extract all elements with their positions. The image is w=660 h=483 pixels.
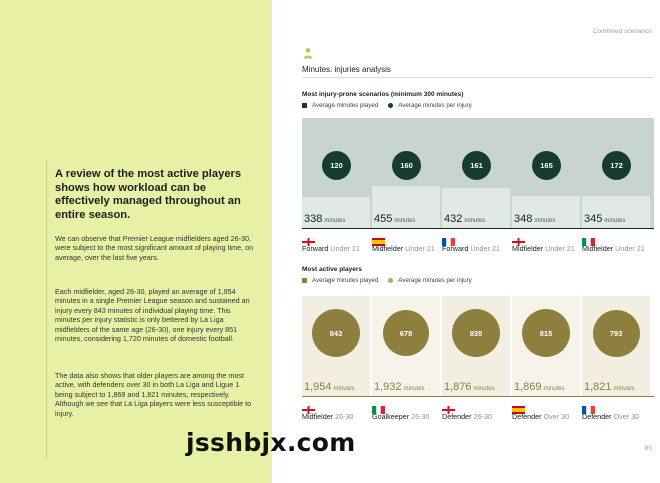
flag-italy-icon — [582, 233, 595, 241]
flag-france-icon — [442, 233, 455, 241]
chart1-injury-circle: 165 — [532, 151, 561, 180]
most-active-chart — [302, 296, 654, 396]
chart2-category-label: Defender 26-30 — [442, 412, 492, 421]
chart2-injury-circle: 678 — [383, 310, 429, 356]
legend-dot-injury — [388, 278, 393, 283]
minutes-value: 1,932 — [374, 381, 402, 393]
chart2-title: Most active players — [302, 266, 362, 273]
chart2-minutes-label — [514, 381, 565, 393]
chart2-minutes-label — [444, 381, 495, 393]
chart2-injury-circle: 815 — [522, 309, 570, 357]
minutes-unit: minutes — [543, 386, 565, 392]
panel-heading: A review of the most active players shows how workload can be effectively managed throughout an entire season. — [55, 168, 242, 221]
section-title: Minutes: injuries analysis — [302, 65, 391, 74]
chart2-minutes-label — [584, 381, 635, 393]
page-number: 85 — [644, 445, 652, 452]
chart1-injury-circle: 120 — [322, 151, 351, 180]
minutes-value: 348 — [514, 213, 533, 225]
chart1-injury-circle: 160 — [392, 151, 421, 180]
paragraph-1: We can observe that Premier League midfielders aged 26-30, were subject to the most significant amount of playing time, on average, over the last five years. — [55, 234, 254, 262]
chart1-category-label: Midfielder Under 21 — [372, 244, 435, 253]
legend-label-injury: Average minutes per injury — [398, 102, 472, 109]
minutes-value: 338 — [304, 213, 323, 225]
chart2-category-label: Defender Over 30 — [582, 412, 640, 421]
flag-france-icon — [582, 401, 595, 409]
chart2-baseline — [302, 396, 654, 397]
minutes-unit: minutes — [403, 386, 425, 392]
chart1-legend — [302, 102, 472, 109]
flag-england-icon — [442, 401, 455, 409]
chart1-injury-circle: 161 — [462, 151, 491, 180]
minutes-unit: minutes — [394, 218, 416, 224]
chart1-title: Most injury-prone scenarios (minimum 300 minutes) — [302, 91, 464, 98]
chart1-category-label: Midfielder Under 21 — [582, 244, 645, 253]
minutes-value: 345 — [584, 213, 603, 225]
chart2-legend — [302, 277, 472, 284]
chart2-injury-circle: 835 — [452, 309, 500, 357]
chart2-injury-circle: 793 — [593, 310, 640, 357]
injury-prone-chart — [302, 118, 654, 228]
chart1-category-label: Midfielder Under 21 — [512, 244, 575, 253]
chart1-minutes-label — [444, 213, 485, 225]
minutes-unit: minutes — [464, 218, 486, 224]
chart1-category-label: Forward Under 21 — [442, 244, 500, 253]
section-divider — [302, 77, 654, 78]
legend-swatch-played — [302, 103, 307, 108]
minutes-unit: minutes — [473, 386, 495, 392]
legend-label-played: Average minutes played — [312, 102, 379, 109]
chart2-category-label: Defender Over 30 — [512, 412, 570, 421]
chart2-injury-circle: 843 — [312, 309, 360, 357]
chart1-baseline — [302, 228, 654, 229]
legend-label-played: Average minutes played — [312, 277, 379, 284]
chart2-minutes-label — [304, 381, 355, 393]
paragraph-2: Each midfielder, aged 26-30, played an average of 1,954 minutes in a single Premier League season and sustained an injury every 843 minutes of individual playing time. This minutes per injury statistic is only bettered by La Liga midfielders of the same age (26-30), one injury every 851 minutes, considering 1,720 minutes of domestic football. — [55, 287, 250, 344]
chart1-category-label: Forward Under 21 — [302, 244, 360, 253]
flag-spain-icon — [512, 401, 525, 409]
legend-dot-injury — [388, 103, 393, 108]
minutes-value: 1,821 — [584, 381, 612, 393]
flag-italy-icon — [372, 401, 385, 409]
chart1-injury-circle: 172 — [602, 151, 631, 180]
flag-england-icon — [302, 233, 315, 241]
chart1-minutes-label — [584, 213, 625, 225]
minutes-unit: minutes — [534, 218, 556, 224]
paragraph-3: The data also shows that older players are among the most active, with defenders over 30 in both La Liga and Ligue 1 being subject to 1,869 and 1,821 minutes, respectively. Although we see that La Liga players were less susceptible to injury. — [55, 371, 252, 418]
chart1-minutes-label — [374, 213, 415, 225]
flag-england-icon — [512, 233, 525, 241]
chart1-minutes-label — [514, 213, 555, 225]
minutes-unit: minutes — [324, 218, 346, 224]
minutes-unit: minutes — [333, 386, 355, 392]
left-panel — [0, 0, 272, 483]
corner-label: Combined scenarios — [592, 28, 652, 35]
minutes-value: 1,869 — [514, 381, 542, 393]
flag-spain-icon — [372, 233, 385, 241]
chart2-category-label: Midfielder 26-30 — [302, 412, 354, 421]
accent-rule — [46, 160, 47, 460]
minutes-value: 1,954 — [304, 381, 332, 393]
minutes-unit: minutes — [604, 218, 626, 224]
right-page — [272, 0, 660, 483]
chart1-minutes-label — [304, 213, 345, 225]
chart2-category-label: Goalkeeper 26-30 — [372, 412, 430, 421]
flag-england-icon — [302, 401, 315, 409]
minutes-value: 1,876 — [444, 381, 472, 393]
legend-label-injury: Average minutes per injury — [398, 277, 472, 284]
person-icon — [302, 47, 314, 59]
minutes-value: 455 — [374, 213, 393, 225]
watermark-text: jsshbjx.com — [186, 428, 356, 457]
minutes-unit: minutes — [613, 386, 635, 392]
legend-swatch-played — [302, 278, 307, 283]
chart2-minutes-label — [374, 381, 425, 393]
minutes-value: 432 — [444, 213, 463, 225]
